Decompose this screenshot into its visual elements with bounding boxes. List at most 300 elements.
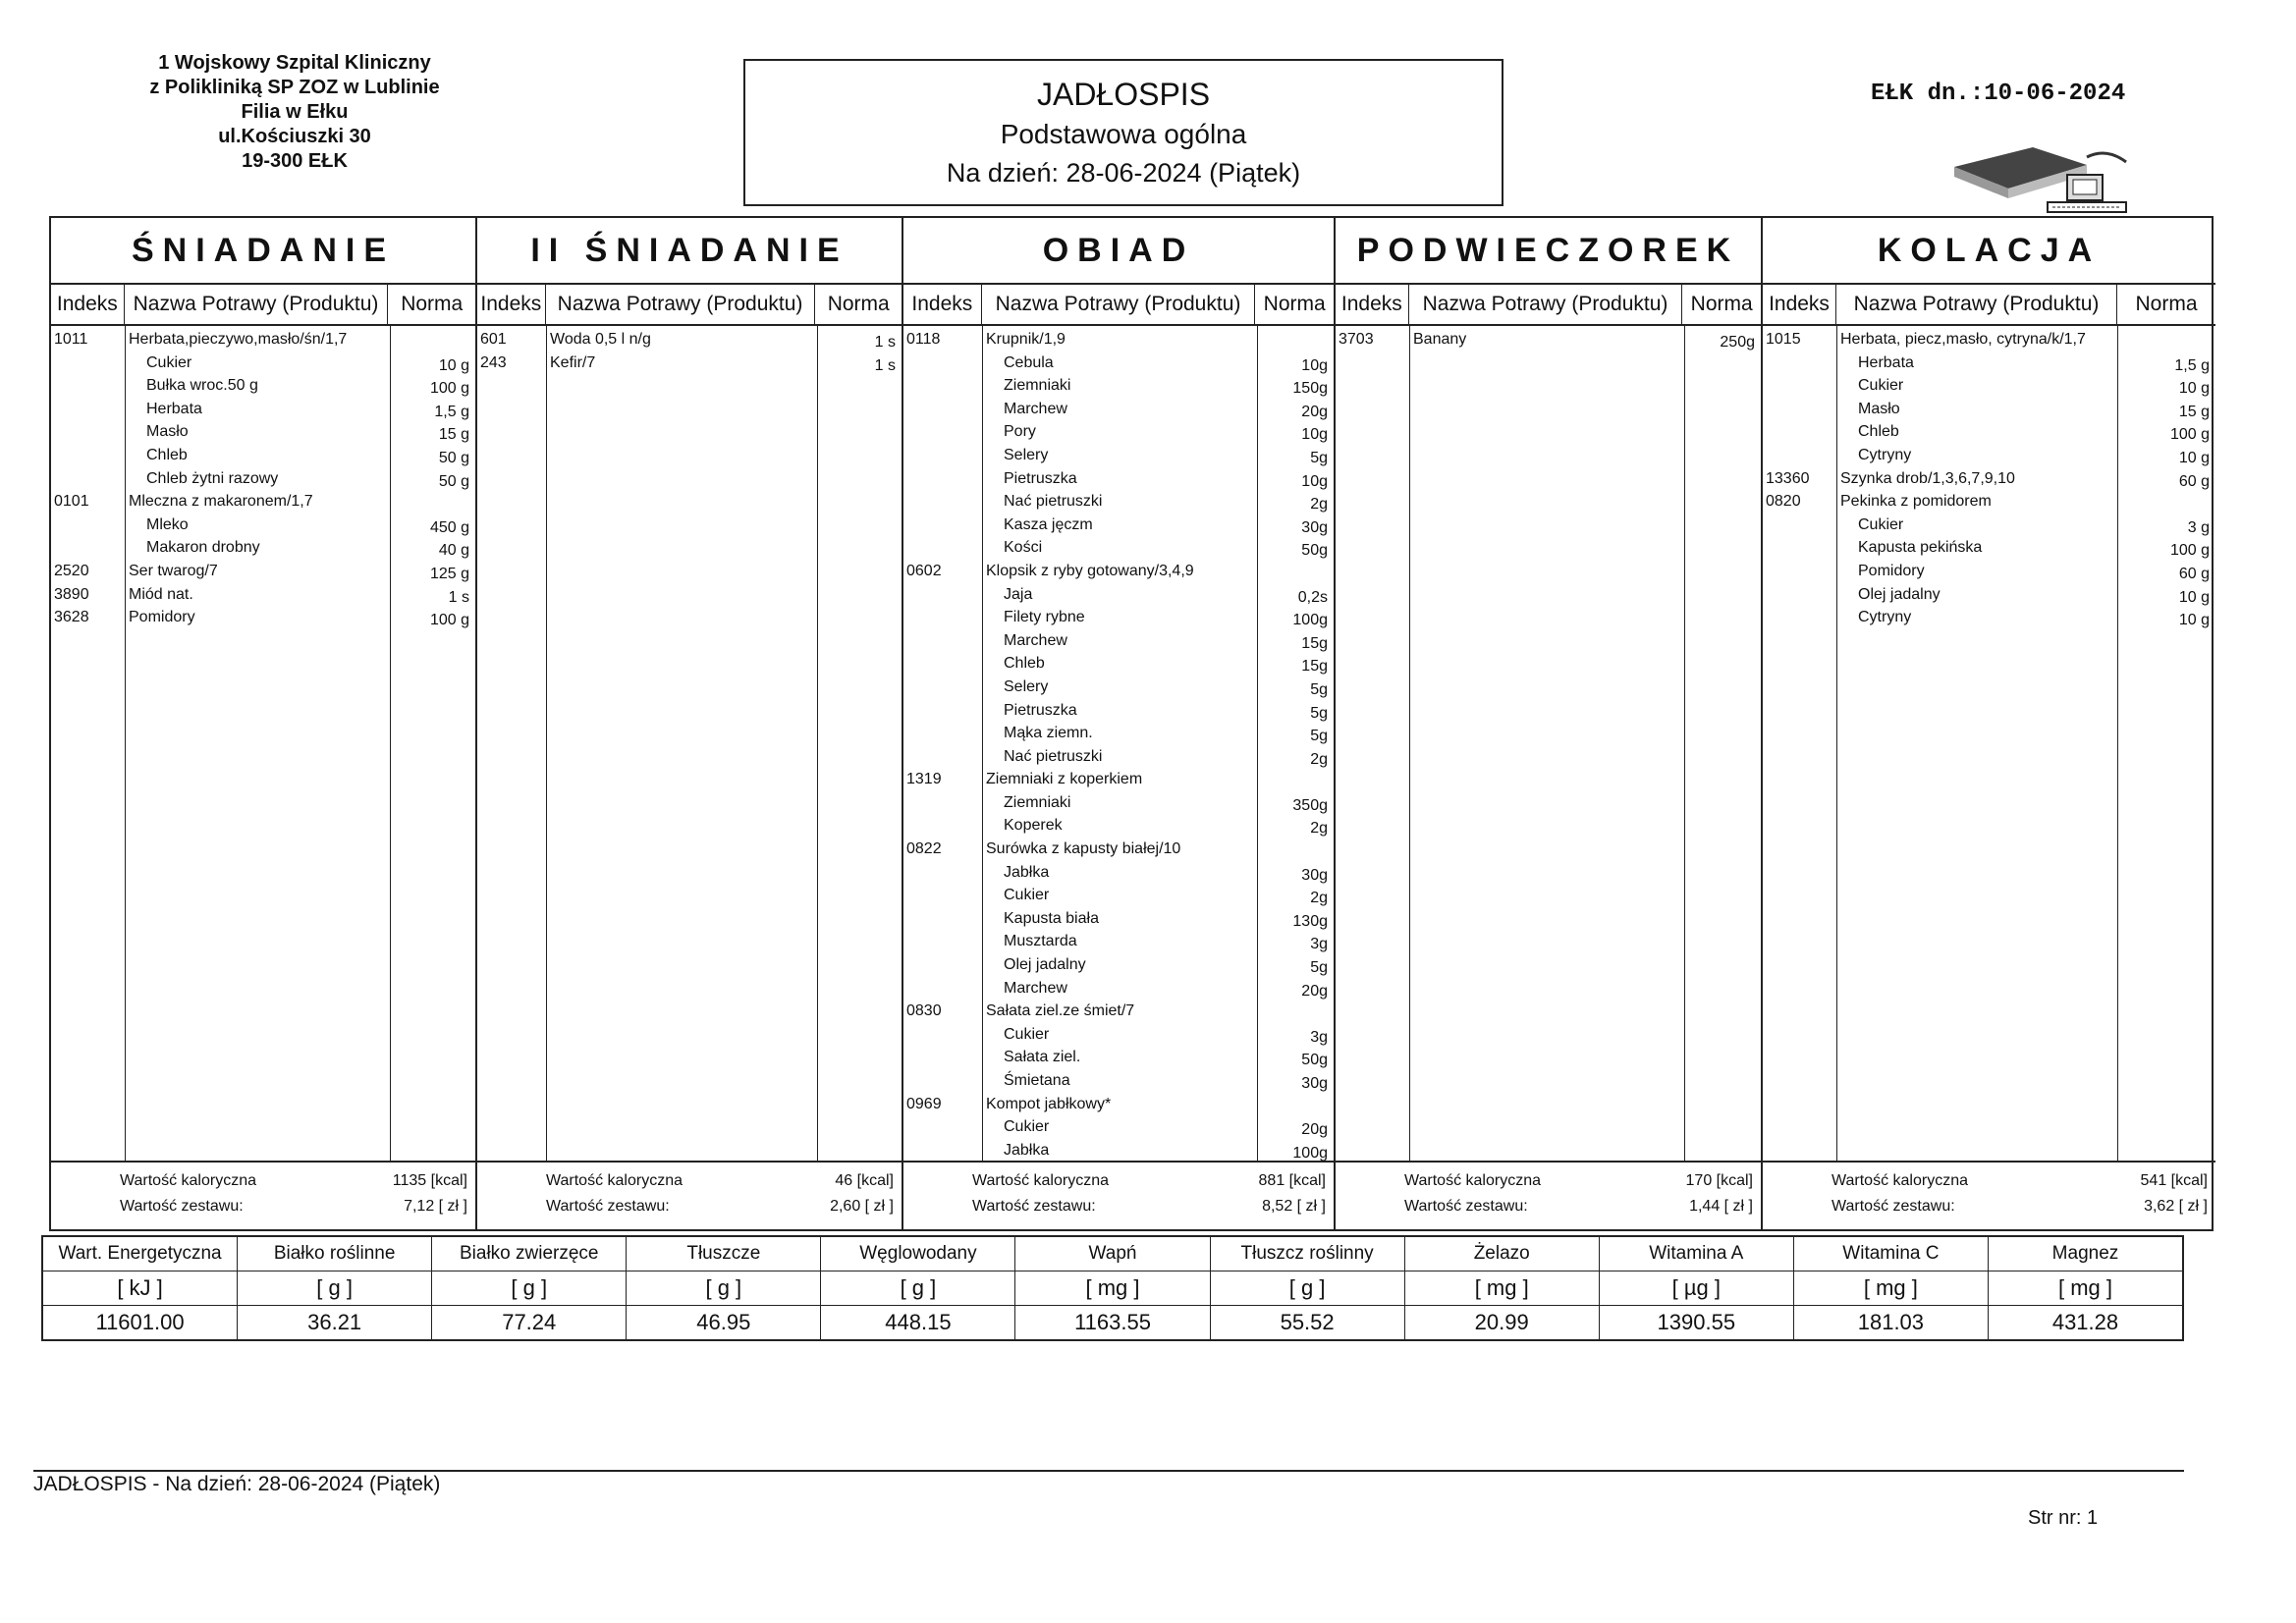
nutrient-value: 20.99 [1474,1310,1529,1334]
meal-items [477,326,902,1163]
item-row [51,329,475,352]
column-headers [477,285,902,326]
item-name: Herbata, piecz,masło, cytryna/k/1,7 [1840,331,2086,348]
item-norm: 10g [1301,356,1328,374]
nutrient-unit: [ g ] [1211,1271,1404,1306]
item-name: Selery [1004,446,1049,463]
item-norm: 40 g [438,542,469,560]
item-name: Chleb żytni razowy [146,469,279,487]
item-row [1763,329,2215,352]
item-name: Cytryny [1858,609,1912,626]
meal-summary [1763,1163,2215,1233]
item-row [903,746,1334,770]
item-name: Herbata [146,400,202,417]
nutrient-column [1989,1237,2182,1339]
meal-items [51,326,475,1163]
nutrient-label: Białko zwierzęce [432,1237,626,1271]
item-index: 2520 [54,562,89,579]
item-norm: 10 g [438,356,469,374]
item-name: Pomidory [1858,562,1925,579]
item-name: Pietruszka [1004,701,1077,719]
item-row [903,954,1334,978]
summary-kcal-label: Wartość kaloryczna [120,1172,256,1189]
item-norm: 2g [1310,496,1328,514]
item-row [1336,329,1761,352]
nutrient-label: Białko roślinne [238,1237,431,1271]
hospital-line: 1 Wojskowy Szpital Kliniczny [158,52,431,74]
item-name: Ziemniaki z koperkiem [986,771,1143,788]
item-row [1763,421,2215,445]
item-name: Chleb [1004,655,1045,673]
title-box [743,59,1503,206]
column-header-index: Indeks [477,285,546,324]
item-row [51,375,475,399]
item-name: Jabłka [1004,1141,1050,1159]
item-name: Masło [1858,400,1900,417]
meal-title: ŚNIADANIE [51,218,475,285]
item-row [903,908,1334,932]
item-row [903,769,1334,792]
item-row [903,491,1334,514]
meal-title: II ŚNIADANIE [477,218,902,285]
item-row [903,885,1334,908]
item-name: Chleb [146,446,188,463]
item-index: 1319 [906,771,942,788]
item-index: 1011 [54,331,88,348]
item-norm: 250g [1720,334,1755,351]
summary-cost-value: 3,62 [ zł ] [2144,1198,2208,1215]
item-row [51,399,475,422]
item-row [51,537,475,561]
item-name: Herbata,pieczywo,masło/śn/1,7 [129,331,348,348]
item-name: Krupnik/1,9 [986,331,1066,348]
nutrient-column [821,1237,1015,1339]
nutrient-value: 1390.55 [1657,1310,1736,1334]
nutrient-column [1794,1237,1989,1339]
item-name: Selery [1004,677,1049,695]
item-norm: 60 g [2178,472,2210,490]
item-row [903,1001,1334,1024]
item-norm: 350g [1292,796,1328,814]
column-header-norm: Norma [827,293,890,315]
item-index: 3703 [1339,331,1374,348]
nutrient-column [1405,1237,1600,1339]
nutrient-label: Witamina C [1794,1237,1988,1271]
item-name: Kasza jęczm [1004,515,1093,533]
summary-cost-value: 7,12 [ zł ] [404,1198,467,1215]
item-name: Cukier [1004,887,1050,904]
item-norm: 10 g [2178,380,2210,398]
item-row [903,607,1334,630]
nutrient-column [238,1237,432,1339]
nutrient-column [43,1237,238,1339]
column-headers [1336,285,1761,326]
item-index: 0830 [906,1002,942,1020]
column-headers [1763,285,2215,326]
column-header-index: Indeks [1336,285,1409,324]
item-norm: 50 g [438,472,469,490]
item-name: Banany [1413,331,1467,348]
column-header-norm: Norma [1690,293,1753,315]
summary-kcal-value: 46 [kcal] [835,1172,894,1189]
meal-summary [477,1163,902,1233]
item-norm: 150g [1292,380,1328,398]
item-name: Pietruszka [1004,469,1077,487]
item-row [1763,399,2215,422]
item-name: Surówka z kapusty białej/10 [986,840,1181,858]
column-headers [51,285,475,326]
column-header-norm: Norma [2135,293,2198,315]
item-row [903,375,1334,399]
book-computer-icon [1949,137,2131,226]
item-norm: 0,2s [1297,588,1328,606]
item-name: Szynka drob/1,3,6,7,9,10 [1840,469,2015,487]
nutrient-value: 11601.00 [95,1310,185,1334]
item-row [51,561,475,584]
item-norm: 20g [1301,1121,1328,1139]
item-norm: 100g [1292,1144,1328,1162]
item-row [903,931,1334,954]
print-date: EŁK dn.:10-06-2024 [1871,81,2126,107]
column-divider [1684,326,1685,1161]
item-name: Pory [1004,423,1036,441]
hospital-line: z Polikliniką SP ZOZ w Lublinie [149,77,440,98]
nutrient-label: Tłuszcz roślinny [1211,1237,1404,1271]
item-norm: 100 g [2169,542,2210,560]
column-header-name: Nazwa Potrawy (Produktu) [125,285,389,324]
item-norm: 20g [1301,403,1328,420]
item-name: Cukier [1004,1118,1050,1136]
item-norm: 1,5 g [434,403,469,420]
item-norm: 10 g [2178,612,2210,629]
meal-column [1763,218,2215,1229]
item-norm: 10g [1301,472,1328,490]
item-row [51,607,475,630]
item-row [1763,375,2215,399]
nutrient-label: Węglowodany [821,1237,1014,1271]
item-norm: 100 g [429,380,469,398]
item-norm: 30g [1301,518,1328,536]
meal-column [477,218,903,1229]
item-row [903,468,1334,492]
item-index: 0118 [906,331,941,348]
item-row [903,676,1334,700]
column-header-index: Indeks [903,285,982,324]
item-name: Kości [1004,539,1043,557]
item-row [51,421,475,445]
item-norm: 50 g [438,449,469,466]
item-name: Mleczna z makaronem/1,7 [129,493,313,511]
column-header-index: Indeks [1763,285,1836,324]
nutrient-unit: [ kJ ] [43,1271,237,1306]
summary-cost-value: 1,44 [ zł ] [1689,1198,1753,1215]
summary-kcal-value: 170 [kcal] [1685,1172,1753,1189]
item-norm: 5g [1310,959,1328,977]
item-row [51,514,475,538]
hospital-line: ul.Kościuszki 30 [218,126,371,147]
item-row [1763,537,2215,561]
document-title: JADŁOSPIS [1036,77,1211,112]
item-name: Filety rybne [1004,609,1085,626]
summary-kcal-label: Wartość kaloryczna [1831,1172,1968,1189]
nutrient-unit: [ mg ] [1989,1271,2182,1306]
item-row [1763,445,2215,468]
summary-cost-label: Wartość zestawu: [1404,1198,1528,1215]
item-row [903,862,1334,886]
item-name: Cytryny [1858,446,1912,463]
item-norm: 5g [1310,680,1328,698]
nutrient-unit: [ mg ] [1794,1271,1988,1306]
summary-cost-label: Wartość zestawu: [546,1198,670,1215]
nutrient-unit: [ µg ] [1600,1271,1793,1306]
nutrient-column [1015,1237,1210,1339]
nutrition-table [41,1235,2184,1341]
item-norm: 30g [1301,866,1328,884]
item-name: Jaja [1004,585,1033,603]
column-header-name: Nazwa Potrawy (Produktu) [1409,285,1683,324]
hospital-line: Filia w Ełku [241,101,349,123]
meal-items [903,326,1334,1163]
item-row [903,1116,1334,1140]
nutrient-column [627,1237,821,1339]
item-norm: 15 g [2178,403,2210,420]
summary-cost-label: Wartość zestawu: [1831,1198,1955,1215]
menu-table [49,216,2214,1231]
item-norm: 30g [1301,1075,1328,1092]
nutrient-column [1600,1237,1794,1339]
hospital-address [98,51,491,174]
nutrient-unit: [ mg ] [1405,1271,1599,1306]
item-index: 0820 [1766,493,1801,511]
item-row [903,1070,1334,1094]
item-row [51,584,475,608]
nutrient-label: Żelazo [1405,1237,1599,1271]
page-number: Str nr: 1 [2028,1507,2099,1529]
item-name: Nać pietruszki [1004,493,1103,511]
nutrient-value: 1163.55 [1074,1310,1151,1334]
item-name: Marchew [1004,631,1067,649]
item-row [51,491,475,514]
item-norm: 5g [1310,728,1328,745]
column-header-name: Nazwa Potrawy (Produktu) [1836,285,2117,324]
meal-column [51,218,477,1229]
column-header-name: Nazwa Potrawy (Produktu) [546,285,816,324]
nutrient-value: 46.95 [696,1310,751,1334]
item-name: Masło [146,423,189,441]
item-index: 1015 [1766,331,1801,348]
column-divider [546,326,547,1161]
nutrient-unit: [ g ] [821,1271,1014,1306]
item-norm: 15g [1301,634,1328,652]
item-norm: 130g [1292,912,1328,930]
item-index: 0969 [906,1095,942,1112]
column-divider [817,326,818,1161]
item-norm: 2g [1310,750,1328,768]
item-norm: 10 g [2178,588,2210,606]
menu-date: Na dzień: 28-06-2024 (Piątek) [946,158,1301,188]
item-name: Kompot jabłkowy* [986,1095,1112,1112]
item-name: Cukier [146,353,192,371]
item-norm: 125 g [429,565,469,582]
item-row [1763,607,2215,630]
item-norm: 3 g [2187,518,2210,536]
nutrient-value: 55.52 [1280,1310,1335,1334]
item-name: Olej jadalny [1004,956,1086,974]
item-row [903,1094,1334,1117]
item-index: 3890 [54,585,89,603]
item-name: Cukier [1858,377,1904,395]
item-rows [477,329,902,375]
item-norm: 5g [1310,704,1328,722]
nutrient-label: Tłuszcze [627,1237,820,1271]
item-name: Olej jadalny [1858,585,1941,603]
item-norm: 1,5 g [2174,356,2210,374]
item-index: 13360 [1766,469,1810,487]
item-norm: 50g [1301,542,1328,560]
nutrient-label: Witamina A [1600,1237,1793,1271]
item-row [903,1047,1334,1070]
item-row [51,352,475,376]
column-divider [1409,326,1410,1161]
meal-column [1336,218,1763,1229]
summary-cost-value: 8,52 [ zł ] [1262,1198,1326,1215]
nutrient-column [432,1237,627,1339]
nutrient-unit: [ g ] [627,1271,820,1306]
item-name: Nać pietruszki [1004,747,1103,765]
item-index: 243 [480,353,507,371]
item-norm: 10g [1301,426,1328,444]
item-name: Makaron drobny [146,539,260,557]
item-rows [51,329,475,630]
item-name: Pekinka z pomidorem [1840,493,1992,511]
item-norm: 60 g [2178,565,2210,582]
item-norm: 100 g [429,612,469,629]
footer-divider [33,1470,2184,1472]
column-header-norm: Norma [401,293,464,315]
nutrient-column [1211,1237,1405,1339]
item-name: Bułka wroc.50 g [146,377,258,395]
item-norm: 1 s [874,356,896,374]
item-row [1763,561,2215,584]
item-norm: 15g [1301,658,1328,676]
item-index: 601 [480,331,507,348]
nutrient-value: 36.21 [307,1310,362,1334]
item-norm: 2g [1310,820,1328,838]
item-name: Marchew [1004,979,1067,997]
item-norm: 100 g [2169,426,2210,444]
column-header-norm: Norma [1263,293,1326,315]
item-row [903,421,1334,445]
item-index: 0602 [906,562,942,579]
item-norm: 5g [1310,449,1328,466]
item-name: Koperek [1004,817,1063,835]
item-name: Chleb [1858,423,1899,441]
item-row [477,329,902,352]
hospital-line: 19-300 EŁK [242,150,348,172]
summary-kcal-label: Wartość kaloryczna [972,1172,1109,1189]
item-row [903,815,1334,839]
summary-kcal-value: 1135 [kcal] [392,1172,467,1189]
item-name: Śmietana [1004,1072,1070,1089]
diet-type: Podstawowa ogólna [1000,119,1247,149]
item-row [1763,514,2215,538]
item-name: Sałata ziel.ze śmiet/7 [986,1002,1135,1020]
summary-kcal-value: 541 [kcal] [2140,1172,2208,1189]
summary-kcal-label: Wartość kaloryczna [1404,1172,1541,1189]
item-index: 0101 [54,493,89,511]
nutrient-value: 448.15 [885,1310,952,1334]
column-header-index: Indeks [51,285,125,324]
item-rows [903,329,1334,1163]
item-norm: 2g [1310,890,1328,907]
nutrient-unit: [ g ] [432,1271,626,1306]
meal-summary [903,1163,1334,1233]
item-name: Ziemniaki [1004,793,1071,811]
item-row [903,561,1334,584]
nutrient-label: Magnez [1989,1237,2182,1271]
summary-cost-value: 2,60 [ zł ] [830,1198,894,1215]
item-name: Woda 0,5 l n/g [550,331,651,348]
item-index: 3628 [54,609,89,626]
item-name: Pomidory [129,609,195,626]
item-row [903,514,1334,538]
item-norm: 100g [1292,612,1328,629]
meal-column [903,218,1336,1229]
item-name: Musztarda [1004,933,1077,950]
item-row [903,839,1334,862]
item-row [477,352,902,376]
item-norm: 3g [1310,936,1328,953]
column-headers [903,285,1334,326]
item-name: Cukier [1858,515,1904,533]
item-row [1763,491,2215,514]
item-name: Miód nat. [129,585,193,603]
item-row [903,700,1334,724]
footer-title: JADŁOSPIS - Na dzień: 28-06-2024 (Piątek) [33,1473,441,1495]
item-name: Mleko [146,515,189,533]
nutrient-unit: [ mg ] [1015,1271,1209,1306]
item-row [903,1024,1334,1048]
item-row [903,1140,1334,1163]
item-name: Ser twarog/7 [129,562,218,579]
item-row [903,630,1334,654]
item-name: Jabłka [1004,863,1050,881]
item-row [903,584,1334,608]
item-row [903,399,1334,422]
item-name: Klopsik z ryby gotowany/3,4,9 [986,562,1194,579]
item-row [1763,352,2215,376]
item-name: Herbata [1858,353,1914,371]
item-row [1763,468,2215,492]
meal-items [1763,326,2215,1163]
item-norm: 10 g [2178,449,2210,466]
item-norm: 1 s [874,334,896,351]
summary-kcal-label: Wartość kaloryczna [546,1172,683,1189]
item-name: Cebula [1004,353,1054,371]
nutrient-value: 431.28 [2051,1310,2119,1334]
summary-cost-label: Wartość zestawu: [972,1198,1096,1215]
item-row [903,329,1334,352]
item-name: Mąka ziemn. [1004,725,1093,742]
item-name: Kapusta pekińska [1858,539,1983,557]
item-row [903,792,1334,816]
item-row [1763,584,2215,608]
item-name: Kefir/7 [550,353,596,371]
item-norm: 450 g [429,518,469,536]
nutrient-unit: [ g ] [238,1271,431,1306]
item-index: 0822 [906,840,942,858]
summary-cost-label: Wartość zestawu: [120,1198,244,1215]
